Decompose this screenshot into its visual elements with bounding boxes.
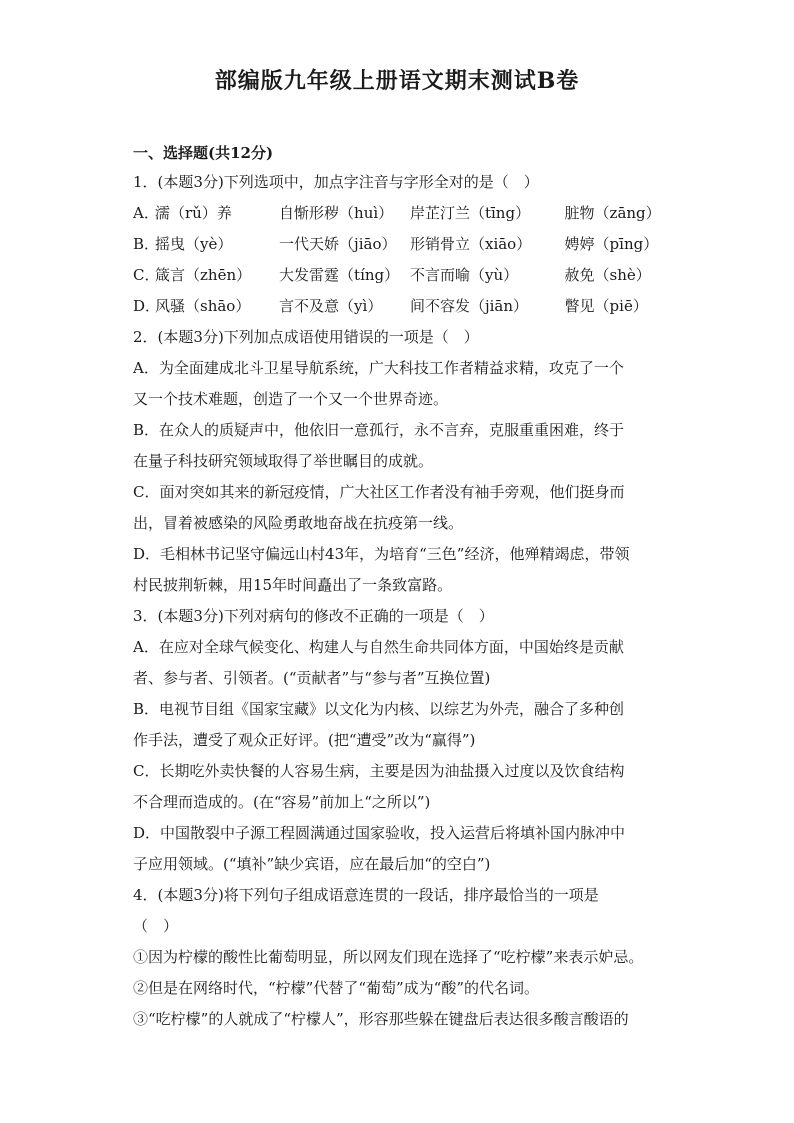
option-word: 濡（rǔ）养 bbox=[155, 204, 232, 222]
option-word: 大发雷霆（tíng） bbox=[279, 266, 400, 284]
option-word: 赦免（shè） bbox=[564, 266, 651, 284]
option-letter: B． bbox=[133, 235, 160, 253]
question-4 bbox=[133, 880, 663, 1035]
q1-option-a bbox=[133, 198, 663, 229]
question-text-line: ①因为柠檬的酸性比葡萄明显，所以网友们现在选择了“吃柠檬”来表示妒忌。 bbox=[133, 948, 644, 966]
document-body bbox=[133, 140, 663, 1035]
question-text-line: 又一个技术难题，创造了一个又一个世界奇迹。 bbox=[133, 390, 449, 408]
question-text-line: D．中国散裂中子源工程圆满通过国家验收，投入运营后将填补国内脉冲中 bbox=[133, 824, 626, 842]
question-text-line: 者、参与者、引领者。(“贡献者”与“参与者”互换位置) bbox=[133, 669, 491, 687]
option-word: 脏物（zāng） bbox=[564, 204, 661, 222]
option-word: 言不及意（yì） bbox=[279, 297, 383, 315]
q1-option-d bbox=[133, 291, 663, 322]
q1-option-b bbox=[133, 229, 663, 260]
question-text-line: 村民披荆斩棘，用15年时间矗出了一条致富路。 bbox=[133, 576, 453, 594]
question-text-line: ③“吃柠檬”的人就成了“柠檬人”，形容那些躲在键盘后表达很多酸言酸语的 bbox=[133, 1010, 629, 1028]
question-text-line: A．为全面建成北斗卫星导航系统，广大科技工作者精益求精，攻克了一个 bbox=[133, 359, 624, 377]
option-word: 一代天娇（jiāo） bbox=[279, 235, 397, 253]
option-word: 形销骨立（xiāo） bbox=[409, 235, 532, 253]
page-title: 部编版九年级上册语文期末测试B卷 bbox=[214, 68, 580, 94]
question-text-line: 不合理而造成的。(在“容易”前加上“之所以”) bbox=[133, 793, 431, 811]
option-word: 摇曳（yè） bbox=[155, 235, 233, 253]
question-text-line: C．长期吃外卖快餐的人容易生病，主要是因为油盐摄入过度以及饮食结构 bbox=[133, 762, 625, 780]
option-word: 自惭形秽（huì） bbox=[279, 204, 394, 222]
option-word: 不言而喻（yù） bbox=[409, 266, 519, 284]
question-text-line: B．电视节目组《国家宝藏》以文化为内核、以综艺为外壳，融合了多种创 bbox=[133, 700, 625, 718]
question-text-line: ②但是在网络时代，“柠檬”代替了“葡萄”成为“酸”的代名词。 bbox=[133, 979, 540, 997]
section-heading: 一、选择题(共12分) bbox=[133, 144, 274, 162]
question-stem: 4．(本题3分)将下列句子组成语意连贯的一段话，排序最恰当的一项是 bbox=[133, 886, 599, 904]
question-text-line: D．毛相林书记坚守偏远山村43年，为培育“三色”经济，他殚精竭虑，带领 bbox=[133, 545, 630, 563]
question-text-line: C．面对突如其来的新冠疫情，广大社区工作者没有袖手旁观，他们挺身而 bbox=[133, 483, 625, 501]
option-letter: C． bbox=[133, 266, 160, 284]
question-text-line: 出，冒着被感染的风险勇敢地奋战在抗疫第一线。 bbox=[133, 514, 464, 532]
question-2 bbox=[133, 322, 663, 601]
question-stem: 1．(本题3分)下列选项中，加点字注音与字形全对的是（ ） bbox=[133, 173, 539, 191]
question-stem: 3．(本题3分)下列对病句的修改不正确的一项是（ ） bbox=[133, 607, 494, 625]
option-word: 风骚（shāo） bbox=[155, 297, 251, 315]
option-word: 箴言（zhēn） bbox=[155, 266, 252, 284]
q1-option-c bbox=[133, 260, 663, 291]
question-1 bbox=[133, 167, 663, 322]
question-text-line: 子应用领域。(“填补”缺少宾语，应在最后加“的空白”) bbox=[133, 855, 491, 873]
question-text-line: 在量子科技研究领域取得了举世瞩目的成就。 bbox=[133, 452, 434, 470]
option-letter: A． bbox=[133, 204, 159, 222]
question-3 bbox=[133, 601, 663, 880]
question-text-line: A．在应对全球气候变化、构建人与自然生命共同体方面，中国始终是贡献 bbox=[133, 638, 624, 656]
option-word: 间不容发（jiān） bbox=[409, 297, 529, 315]
option-word: 岸芷汀兰（tīng） bbox=[409, 204, 531, 222]
question-text-line: 作手法，遭受了观众正好评。(把“遭受”改为“赢得”) bbox=[133, 731, 476, 749]
option-letter: D． bbox=[133, 297, 161, 315]
option-word: 瞥见（piē） bbox=[564, 297, 648, 315]
answer-blank: （ ） bbox=[133, 917, 179, 935]
option-word: 娉婷（pīng） bbox=[564, 235, 659, 253]
question-text-line: B．在众人的质疑声中，他依旧一意孤行，永不言弃，克服重重困难，终于 bbox=[133, 421, 625, 439]
question-stem: 2．(本题3分)下列加点成语使用错误的一项是（ ） bbox=[133, 328, 479, 346]
